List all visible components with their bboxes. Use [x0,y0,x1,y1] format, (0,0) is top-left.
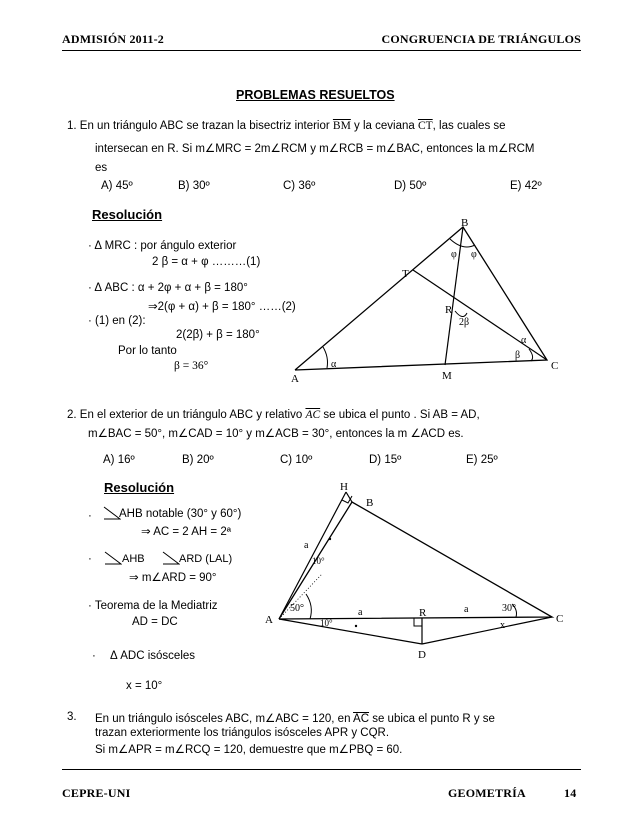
p1-seg-bm: $\overline{BM}$ [332,120,351,132]
p2-triangle-figure [262,482,572,662]
p2-step-1: AHB notable (30° y 60°) [119,508,242,520]
p2-label-a-ah: a [304,540,309,551]
footer-page-number: 14 [564,786,577,800]
p1-cevian-ct [413,270,547,360]
p2-label-30: 30° [502,603,516,614]
p2-label-r: R [419,607,427,619]
p1-label-alpha-a: α [331,359,337,370]
p2-right-triangle-icon-3 [162,551,180,565]
p2-step-7: AD = DC [132,616,178,628]
section-title: PROBLEMAS RESUELTOS [236,88,395,102]
p2-segment-dc [422,617,552,644]
p2-step-2: ⇒ AC = 2 AH = 2ª [141,526,231,538]
p1-option-d: D) 50º [394,180,427,192]
p2-option-b: B) 20º [182,454,214,466]
p3-line1a: En un triángulo isósceles ABC, m∠ABC = 120, en [95,713,351,725]
header-left: ADMISIÓN 2011-2 [62,32,165,46]
p1-label-2beta: 2β [459,317,470,328]
p1-option-a: A) 45º [101,180,133,192]
p1-label-beta-c: β [515,350,521,361]
p1-angle-arc-a [323,347,328,368]
p2-step-9: x = 10° [126,680,163,692]
p2-step-4: ARD (LAL) [179,553,233,565]
p2-step-5: ⇒ m∠ARD = 90° [129,572,217,584]
p2-label-a-rc: a [464,604,469,615]
p1-option-b: B) 30º [178,180,210,192]
p1-angle-arc-r [455,311,467,317]
p2-resolution-label: Resolución [104,480,175,495]
p1-step-3: · Δ ABC : α + 2φ + α + β = 180° [88,282,248,294]
footer-rule [62,769,581,770]
p2-line1b: se ubica el punto . Si AB = AD, [323,409,480,421]
p1-label-alpha-c: α [521,335,527,346]
p1-bisector-bm [445,227,463,365]
p2-step-6: · Teorema de la Mediatriz [88,600,218,612]
p2-label-a-ar: a [358,607,363,618]
p1-step-2 [152,256,260,268]
p2-option-c: C) 10º [280,454,313,466]
p2-step-8: Δ ADC isósceles [110,650,196,662]
p1-label-phi2: φ [471,249,477,260]
p2-line1 [67,409,480,421]
p1-line1 [67,120,506,132]
p2-right-angle-r [414,618,422,626]
header-right: CONGRUENCIA DE TRIÁNGULOS [381,32,581,46]
p1-label-a: A [291,373,299,385]
p1-triangle-figure [285,215,570,385]
p2-step-3: AHB [122,553,145,565]
p2-line2: m∠BAC = 50°, m∠CAD = 10° y m∠ACB = 30°, entonces la m ∠ACD es. [88,428,464,440]
p2-label-x: x [500,620,505,631]
p2-tick-mark-1 [329,538,331,540]
p2-right-triangle-icon-2 [104,551,122,565]
p2-label-h: H [340,482,348,493]
p1-label-c: C [551,360,559,372]
p1-step-6: 2(2β) + β = 180° [176,329,260,341]
footer-center: GEOMETRÍA [448,786,526,800]
p1-line1a: 1. En un triángulo ABC se trazan la bisectriz interior [67,120,330,132]
p2-option-d: D) 15º [369,454,402,466]
p2-label-a: A [265,614,273,626]
p1-label-r: R [445,304,453,316]
p2-label-10-bottom: 10° [320,618,333,628]
p2-bullet-1: · [88,510,92,522]
p1-option-e: E) 42º [510,180,542,192]
p3-line3: Si m∠APR = m∠RCQ = 120, demuestre que m∠PBQ = 60. [95,744,403,756]
p2-option-e: E) 25º [466,454,498,466]
p2-bullet-3: · [92,650,96,662]
p1-line1c: , las cuales se [432,120,506,132]
p2-line1a: 2. En el exterior de un triángulo ABC y relativo [67,409,303,421]
p1-label-t: T [402,268,409,280]
p1-step-7: Por lo tanto [118,345,177,357]
p1-line1b: y la ceviana [354,120,415,132]
p2-seg-ac: $\overline{AC}$ [305,409,321,421]
p1-label-b: B [461,217,469,229]
p3-line1 [95,711,495,725]
p3-line2: trazan exteriormente los triángulos isósceles APR y CQR. [95,727,390,739]
p1-seg-ct: $\overline{CT}$ [417,120,433,132]
p2-tick-mark-2 [355,625,357,627]
p1-step-8: β = 36° [174,360,209,372]
p1-resolution-label: Resolución [92,207,163,222]
header-rule [62,50,581,51]
p2-segment-ad [279,619,422,644]
p1-step-2-text: 2 β = α + φ ………(1) [152,256,261,268]
p1-option-c: C) 36º [283,180,316,192]
p3-number: 3. [67,711,77,723]
p3-line1b: se ubica el punto R y se [372,713,495,725]
p2-label-c: C [556,613,564,625]
p2-bullet-2: · [88,553,92,565]
p1-label-m: M [442,370,452,382]
p1-label-phi1: φ [451,249,457,260]
p2-label-d: D [418,649,426,661]
p2-label-50: 50° [290,603,304,614]
p3-seg-ac: $\overline{AC}$ [353,713,370,725]
p2-angle-arc-a [306,594,311,619]
p1-step-5: · (1) en (2): [88,315,146,327]
p2-option-a: A) 16º [103,454,135,466]
p1-triangle-abc [295,227,547,370]
footer-left: CEPRE-UNI [62,786,131,800]
p2-label-10-top: 10° [312,556,325,566]
p1-angle-arc-c [529,349,533,361]
p1-line2: intersecan en R. Si m∠MRC = 2m∠RCM y m∠RCB = m∠BAC, entonces la m∠RCM [95,143,535,155]
p1-step-4: ⇒2(φ + α) + β = 180° ……(2) [148,301,296,313]
p1-line3: es [95,162,108,174]
p2-label-b: B [366,497,374,509]
p1-step-1: · Δ MRC : por ángulo exterior [88,240,237,252]
